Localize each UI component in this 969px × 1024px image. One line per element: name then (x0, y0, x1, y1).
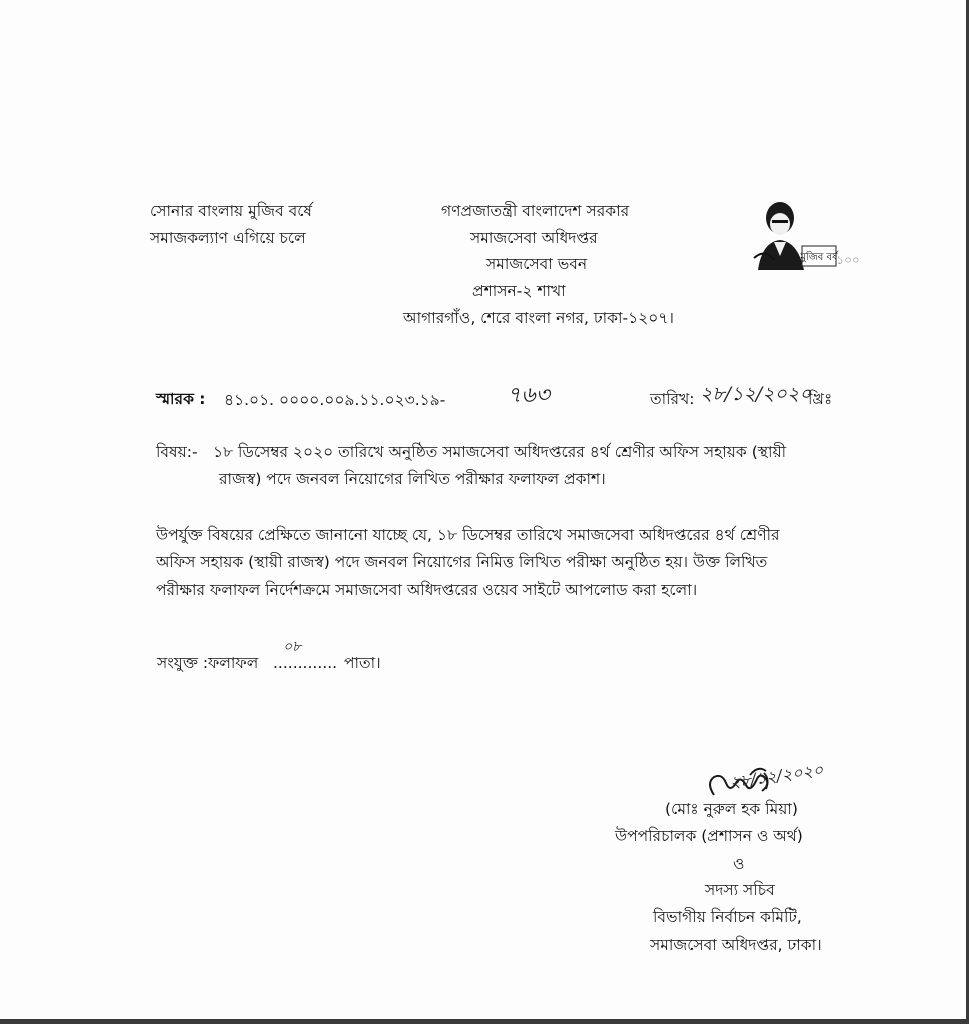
slogan-line-1: সোনার বাংলায় মুজিব বর্ষে (150, 202, 312, 220)
subject-label: বিষয়:- (156, 443, 198, 461)
body-line-3: পরীক্ষার ফলাফল নির্দেশক্রমে সমাজসেবা অধিদপ্তরের ওয়েব সাইটে আপলোড করা হলো। (156, 581, 698, 599)
date-label: তারিখ: (650, 390, 695, 408)
signatory-role: সদস্য সচিব (705, 881, 775, 899)
memo-label: স্মারক : (156, 390, 206, 408)
logo-text: মুজিব বর্ষ (800, 252, 838, 263)
subject-line-1: ১৮ ডিসেম্বর ২০২০ তারিখে অনুষ্ঠিত সমাজসেবা অধিদপ্তরের ৪র্থ শ্রেণীর অফিস সহায়ক (স্থায়ী (213, 443, 787, 461)
attachment-pages-handwritten: ০৮ (283, 639, 302, 655)
committee-name: বিভাগীয় নির্বাচন কমিটি, (653, 908, 802, 926)
slogan-line-2: সমাজকল্যাণ এগিয়ে চলে (150, 229, 306, 247)
mujib-borsho-logo (752, 198, 860, 274)
building-name: সমাজসেবা ভবন (486, 255, 588, 273)
department-name: সমাজসেবা অধিদপ্তর (470, 229, 598, 247)
memo-handwritten-number: ৭৬৩ (507, 383, 550, 408)
branch-name: প্রশাসন-২ শাখা (472, 282, 566, 300)
body-line-2: অফিস সহায়ক (স্থায়ী রাজস্ব) পদে জনবল নিয়োগের নিমিত্ত লিখিত পরীক্ষা অনুষ্ঠিত হয়। উক্ত লিখিত (156, 553, 768, 571)
body-line-1: উপর্যুক্ত বিষয়ের প্রেক্ষিতে জানানো যাচ্ছে যে, ১৮ ডিসেম্বর তারিখে সমাজসেবা অধিদপ্তরের ৪র্থ শ্রেণীর (156, 526, 780, 544)
office-address: আগারগাঁও, শেরে বাংলা নগর, ঢাকা-১২০৭। (403, 309, 674, 327)
signatory-and: ও (733, 855, 745, 873)
attachment-dots: ............. (273, 654, 338, 672)
signatory-designation: উপপরিচালক (প্রশাসন ও অর্থ) (615, 827, 803, 845)
signature-date: ২৮/১২/২০২০ (728, 760, 825, 792)
attachment-suffix: পাতা। (344, 654, 381, 672)
memo-number: ৪১.০১. ০০০০.০০৯.১১.০২৩.১৯- (224, 391, 446, 409)
government-name: গণপ্রজাতন্ত্রী বাংলাদেশ সরকার (441, 202, 630, 220)
signatory-name: (মোঃ নুরুল হক মিয়া) (665, 800, 798, 818)
subject-line-2: রাজস্ব) পদে জনবল নিয়োগের লিখিত পরীক্ষার ফলাফল প্রকাশ। (219, 470, 606, 488)
date-value: ২৮/১২/২০২০ (700, 383, 812, 405)
attachment-label: সংযুক্ত :ফলাফল (157, 654, 259, 672)
date-suffix: খ্রিঃ (808, 390, 833, 408)
signatory-office: সমাজসেবা অধিদপ্তর, ঢাকা। (650, 936, 822, 954)
svg-text:১০০: ১০০ (836, 253, 860, 267)
